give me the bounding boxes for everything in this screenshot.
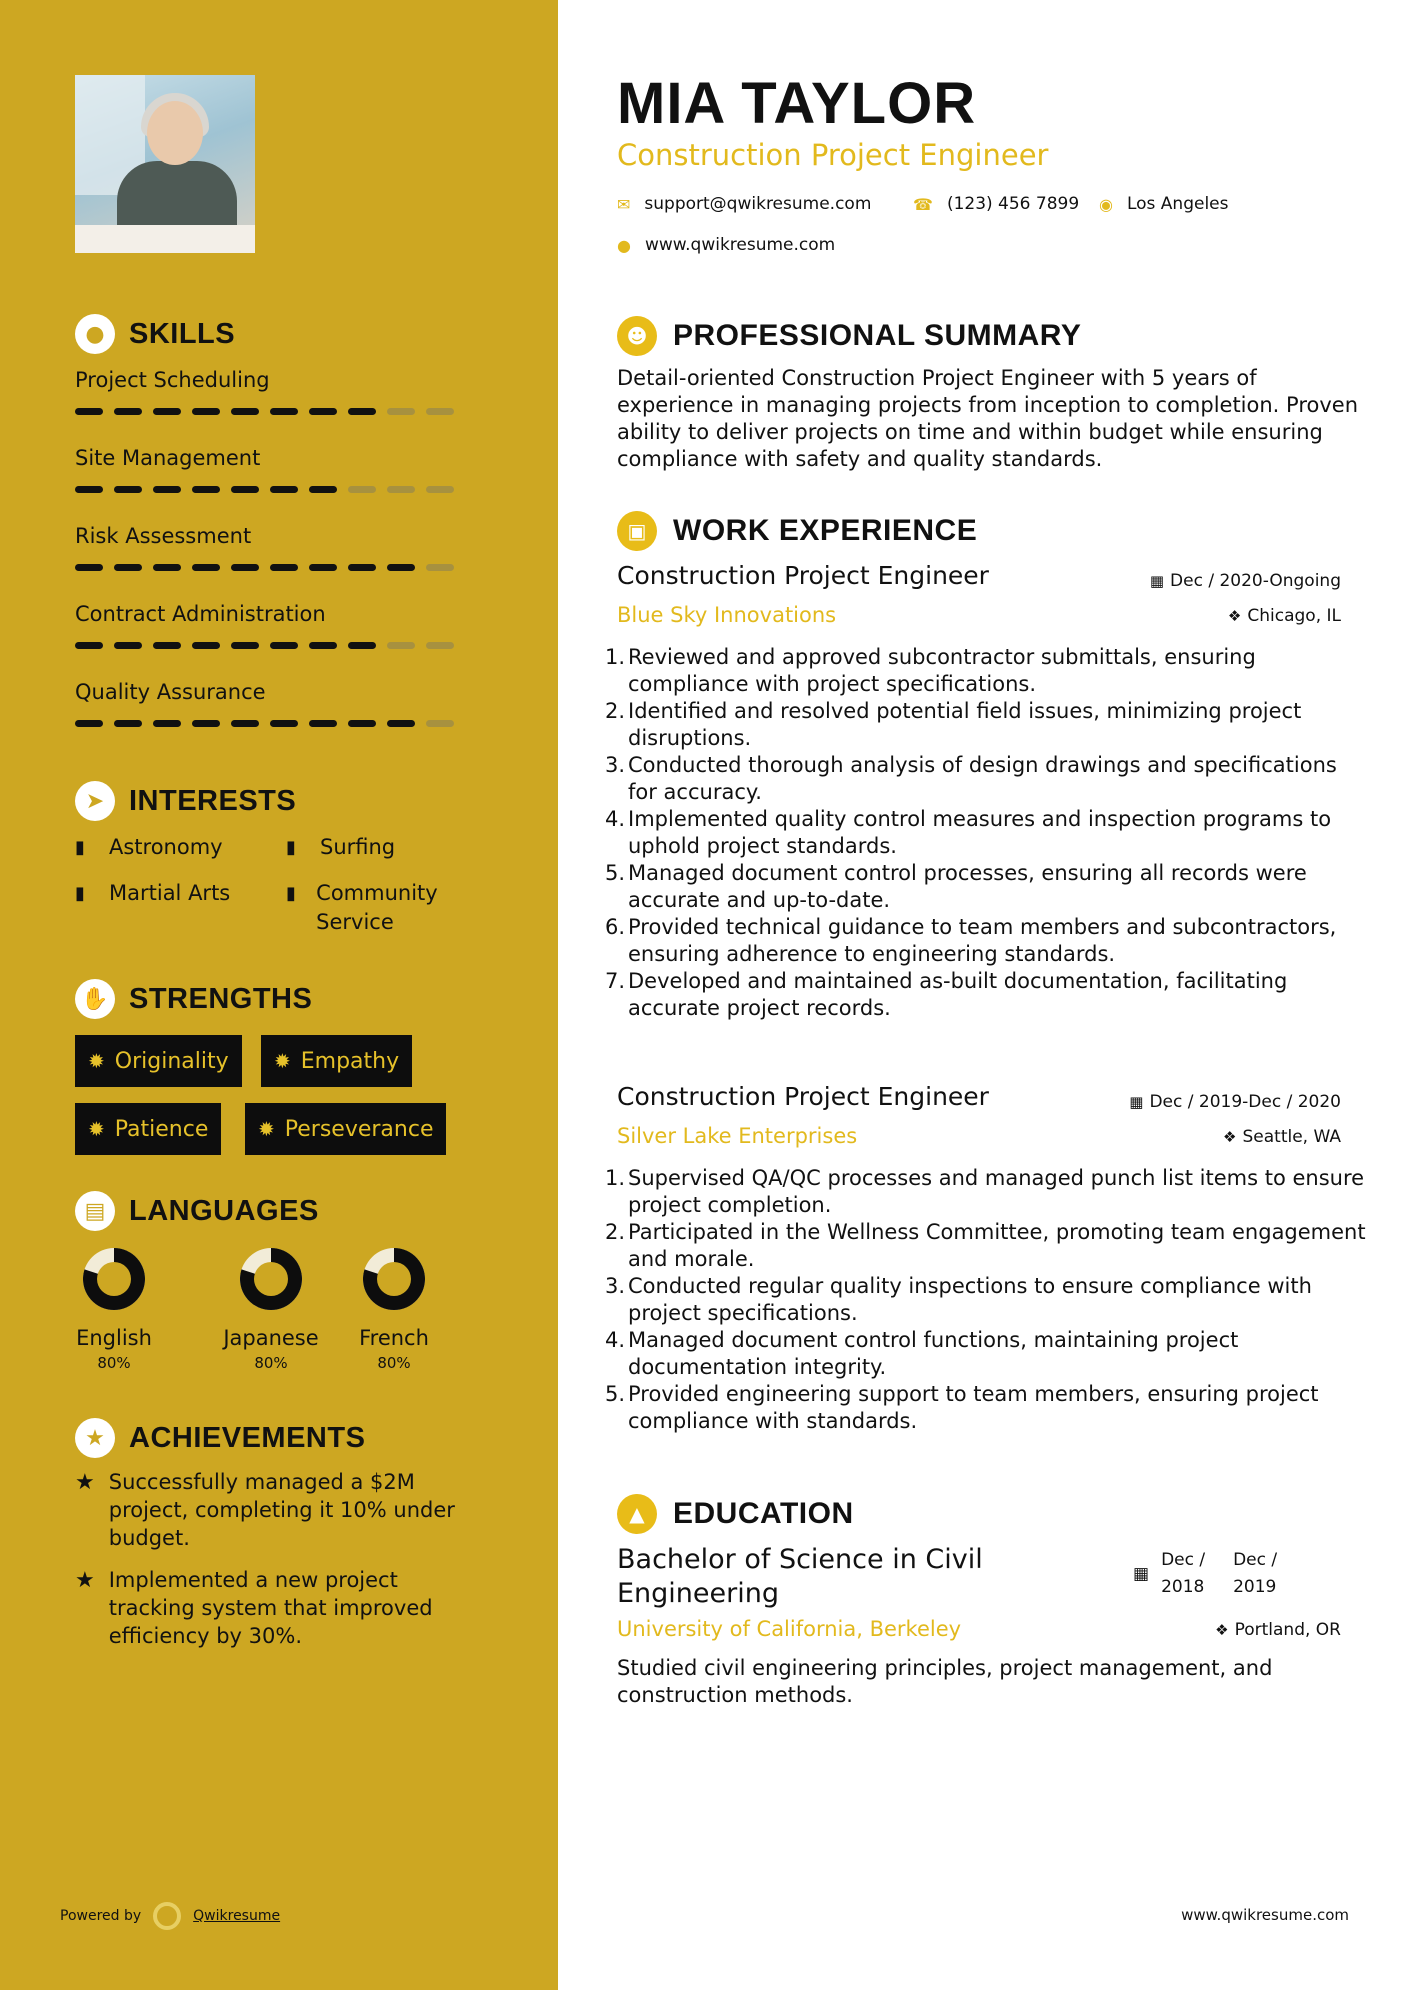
language-item: English 80% (54, 1248, 174, 1372)
skill-dot-filled (309, 486, 337, 493)
language-item: Japanese 80% (211, 1248, 331, 1372)
skill-dot-filled (192, 720, 220, 727)
skill-dot-filled (309, 720, 337, 727)
interest-item: ▮ Surfing (286, 833, 395, 862)
star-burst-icon: ✹ (88, 1049, 105, 1073)
job-bullets (601, 1165, 1371, 1435)
list-item: 1. Reviewed and approved subcontractor submittals, ensuring compliance with project specifications. (604, 645, 1256, 696)
calendar-icon: ▦ (1129, 1093, 1144, 1111)
skill-dot-filled (270, 642, 298, 649)
office-chair-icon: ▣ (617, 511, 657, 551)
star-burst-icon: ✹ (88, 1117, 105, 1141)
skill-dot-filled (309, 408, 337, 415)
skill-dot-filled (270, 486, 298, 493)
book-icon: ▮ (75, 883, 85, 904)
job-title: Construction Project Engineer (617, 561, 989, 590)
map-pin-icon: ◉ (1099, 194, 1113, 214)
skill-dot-filled (114, 720, 142, 727)
skill-dot-filled (231, 408, 259, 415)
shooting-star-icon: ★ (75, 1470, 95, 1495)
contact-website: ● www.qwikresume.com (617, 235, 836, 255)
language-donut (83, 1248, 145, 1310)
education-school: University of California, Berkeley (617, 1617, 962, 1641)
paper-plane-icon: ➤ (75, 781, 115, 821)
job-location: ❖ Chicago, IL (1227, 606, 1341, 626)
skill-level-bar (75, 486, 454, 493)
skill-dot-filled (114, 408, 142, 415)
pushpin-icon: ❖ (1227, 607, 1242, 625)
candidate-title: Construction Project Engineer (617, 138, 1049, 172)
skill-dot-filled (348, 642, 376, 649)
calendar-icon: ▦ (1133, 1564, 1150, 1584)
skill-item: Project Scheduling (75, 368, 475, 392)
skill-dot-empty (426, 642, 454, 649)
skill-level-bar (75, 564, 454, 571)
education-dates: ▦ Dec / 2018 Dec / 2019 (1133, 1547, 1293, 1601)
interest-item: ▮ Astronomy (75, 833, 223, 862)
list-item: 1. Supervised QA/QC processes and managed punch list items to ensure project completion. (604, 1166, 1365, 1217)
strength-badge: ✹ Patience (75, 1103, 221, 1155)
list-item: 4. Implemented quality control measures and inspection programs to uphold project standards. (604, 807, 1332, 858)
pushpin-icon: ❖ (1215, 1621, 1229, 1639)
skill-dot-filled (153, 720, 181, 727)
interest-item: ▮ Martial Arts (75, 879, 230, 908)
skill-dot-filled (231, 642, 259, 649)
strengths-heading: ✋ STRENGTHS (75, 979, 312, 1019)
skill-dot-filled (387, 564, 415, 571)
shooting-star-icon: ★ (75, 1568, 95, 1593)
skill-dot-filled (114, 486, 142, 493)
skill-dot-empty (387, 486, 415, 493)
skill-dot-filled (192, 408, 220, 415)
graduation-cap-icon: ▲ (617, 1494, 657, 1534)
star-burst-icon: ✹ (274, 1049, 291, 1073)
candidate-name: MIA TAYLOR (617, 71, 977, 136)
list-item: 2. Participated in the Wellness Committee, promoting team engagement and morale. (604, 1220, 1366, 1271)
education-degree: Bachelor of Science in Civil Engineering (617, 1544, 983, 1609)
language-donut (363, 1248, 425, 1310)
job-title: Construction Project Engineer (617, 1082, 989, 1111)
footer-url[interactable]: www.qwikresume.com (1181, 1906, 1349, 1924)
skill-dot-filled (192, 486, 220, 493)
sidebar (0, 0, 558, 1990)
list-item: 3. Conducted regular quality inspections to ensure compliance with project specifications. (604, 1274, 1312, 1325)
job-dates: ▦ Dec / 2019-Dec / 2020 (1129, 1092, 1341, 1112)
skill-item: Risk Assessment (75, 524, 475, 548)
skill-item: Site Management (75, 446, 475, 470)
skill-dot-filled (348, 408, 376, 415)
skill-dot-empty (426, 408, 454, 415)
skill-dot-filled (114, 564, 142, 571)
job-dates: ▦ Dec / 2020-Ongoing (1149, 571, 1341, 591)
achievement-item: ★ Successfully managed a $2M project, completing it 10% under budget. (75, 1470, 455, 1550)
list-item: 5. Provided engineering support to team members, ensuring project compliance with standards. (604, 1382, 1319, 1433)
donut-hole (254, 1262, 288, 1296)
summary-heading: ☻ PROFESSIONAL SUMMARY (617, 316, 1081, 356)
skill-dot-filled (348, 564, 376, 571)
education-location: ❖ Portland, OR (1215, 1620, 1341, 1640)
skill-dot-filled (192, 564, 220, 571)
skill-dot-empty (387, 642, 415, 649)
skill-dot-filled (231, 486, 259, 493)
job-company: Blue Sky Innovations (617, 603, 837, 627)
job-bullets (601, 644, 1371, 1022)
skill-dot-filled (75, 564, 103, 571)
skill-dot-filled (348, 720, 376, 727)
strength-badge: ✹ Originality (75, 1035, 242, 1087)
list-item: 7. Developed and maintained as-built documentation, facilitating accurate project records. (604, 969, 1288, 1020)
list-item: 3. Conducted thorough analysis of design drawings and specifications for accuracy. (604, 753, 1337, 804)
fist-icon: ✋ (75, 979, 115, 1019)
skill-dot-filled (192, 642, 220, 649)
skill-dot-empty (387, 408, 415, 415)
list-item: 2. Identified and resolved potential field issues, minimizing project disruptions. (604, 699, 1302, 750)
list-item: 6. Provided technical guidance to team members and subcontractors, ensuring adherence to engineering standards. (604, 915, 1337, 966)
book-icon: ▮ (286, 883, 296, 904)
skill-dot-empty (426, 720, 454, 727)
skill-dot-filled (114, 642, 142, 649)
skill-dot-filled (75, 408, 103, 415)
skill-dot-empty (426, 564, 454, 571)
strength-badge: ✹ Perseverance (245, 1103, 446, 1155)
calendar-icon: ▦ (1149, 572, 1165, 590)
interests-heading: ➤ INTERESTS (75, 781, 296, 821)
achievement-item: ★ Implemented a new project tracking system that improved efficiency by 30%. (75, 1568, 433, 1648)
list-item: 5. Managed document control processes, ensuring all records were accurate and up-to-date. (604, 861, 1307, 912)
star-icon: ★ (75, 1418, 115, 1458)
list-item: 4. Managed document control functions, maintaining project documentation integrity. (604, 1328, 1239, 1379)
strength-badge: ✹ Empathy (261, 1035, 412, 1087)
qwikresume-link[interactable]: Qwikresume (193, 1908, 281, 1924)
skill-dot-filled (231, 564, 259, 571)
envelope-icon: ✉ (617, 194, 631, 214)
contact-phone: ☎ (123) 456 7899 (913, 194, 1080, 214)
donut-hole (377, 1262, 411, 1296)
donut-hole (97, 1262, 131, 1296)
user-icon: ☻ (617, 316, 657, 356)
skill-level-bar (75, 408, 454, 415)
skill-dot-empty (426, 486, 454, 493)
skill-dot-filled (153, 408, 181, 415)
education-heading: ▲ EDUCATION (617, 1494, 854, 1534)
skill-dot-filled (270, 564, 298, 571)
skill-dot-filled (153, 564, 181, 571)
skill-dot-filled (75, 486, 103, 493)
phone-icon: ☎ (913, 194, 933, 214)
powered-by: Powered by Qwikresume (60, 1902, 280, 1930)
work-heading: ▣ WORK EXPERIENCE (617, 511, 977, 551)
skill-dot-filled (270, 408, 298, 415)
skill-dot-filled (153, 486, 181, 493)
skill-item: Contract Administration (75, 602, 475, 626)
star-burst-icon: ✹ (258, 1117, 275, 1141)
languages-heading: ▤ LANGUAGES (75, 1191, 319, 1231)
skill-dot-filled (153, 642, 181, 649)
language-donut (240, 1248, 302, 1310)
skill-item: Quality Assurance (75, 680, 475, 704)
skill-dot-filled (270, 720, 298, 727)
skill-dot-filled (387, 720, 415, 727)
book-icon: ▮ (75, 837, 85, 858)
globe-icon: ● (617, 235, 631, 255)
profile-photo (75, 75, 255, 253)
contact-location: ◉ Los Angeles (1099, 194, 1229, 214)
job-location: ❖ Seattle, WA (1223, 1127, 1341, 1147)
skill-dot-filled (309, 642, 337, 649)
pushpin-icon: ❖ (1223, 1128, 1237, 1146)
skill-dot-filled (231, 720, 259, 727)
skill-dot-filled (75, 720, 103, 727)
language-item: French 80% (334, 1248, 454, 1372)
skills-heading: ● SKILLS (75, 314, 235, 354)
summary-text: Detail-oriented Construction Project Engineer with 5 years of experience in managing projects from inception to completion. Proven ability to deliver projects on time and within budget while ensuring compliance with safety and quality standards. (617, 366, 1358, 471)
skill-level-bar (75, 720, 454, 727)
id-card-icon: ▤ (75, 1191, 115, 1231)
education-description: Studied civil engineering principles, project management, and construction methods. (617, 1656, 1273, 1707)
skill-dot-empty (348, 486, 376, 493)
contact-email: ✉ support@qwikresume.com (617, 194, 872, 214)
qwikresume-logo-icon (153, 1902, 181, 1930)
skill-dot-filled (309, 564, 337, 571)
skill-level-bar (75, 642, 454, 649)
lightbulb-icon: ● (75, 314, 115, 354)
interest-item: ▮ Community Service (286, 879, 486, 937)
job-company: Silver Lake Enterprises (617, 1124, 858, 1148)
main-content (558, 0, 1407, 1990)
book-icon: ▮ (286, 837, 296, 858)
achievements-heading: ★ ACHIEVEMENTS (75, 1418, 365, 1458)
skill-dot-filled (75, 642, 103, 649)
